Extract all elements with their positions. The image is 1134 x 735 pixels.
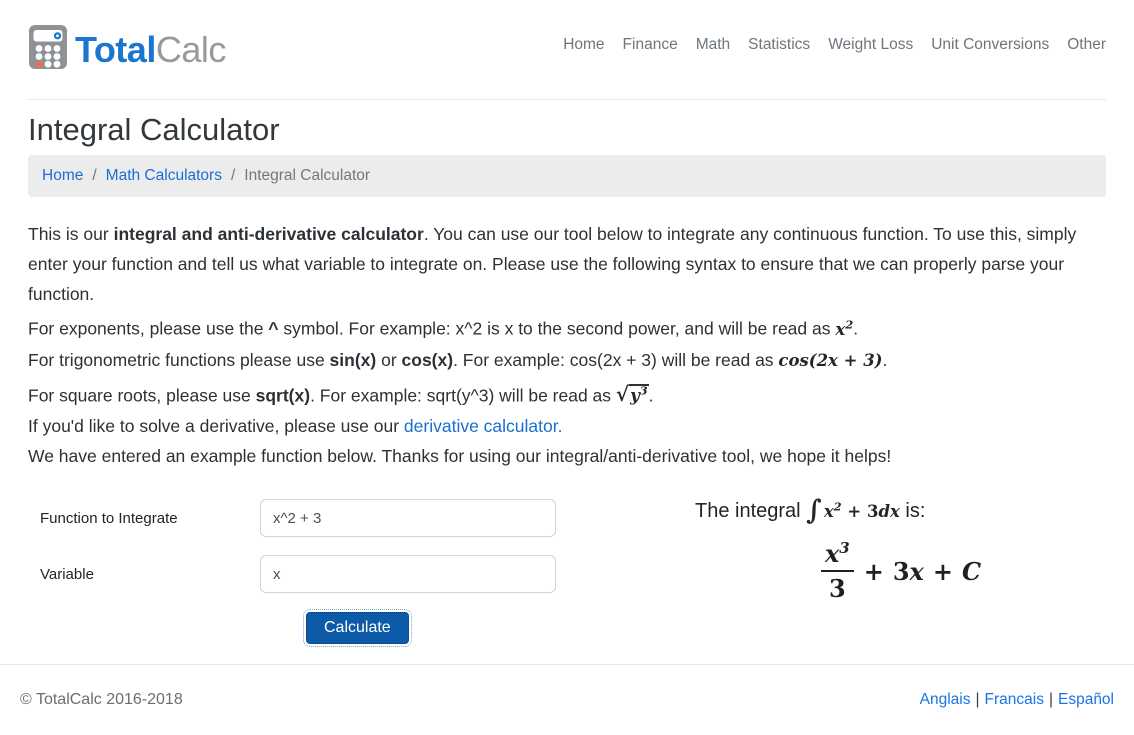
syntax-text: . — [853, 318, 859, 339]
instructions — [28, 219, 1106, 471]
copyright: © TotalCalc 2016-2018 — [20, 691, 183, 708]
nav-item-statistics[interactable]: Statistics — [748, 35, 811, 53]
calculator-icon — [28, 24, 68, 75]
function-input[interactable] — [260, 499, 556, 537]
term-3x: 3x — [892, 556, 924, 586]
sin-keyword: sin(x) — [329, 349, 377, 370]
function-row — [28, 499, 588, 537]
intro-bold: integral and anti-derivative calculator — [113, 224, 424, 244]
result-heading-text: is: — [899, 500, 926, 522]
derivative-note-text: If you'd like to solve a derivative, please use our — [28, 416, 404, 436]
breadcrumb — [28, 155, 1106, 197]
breadcrumb-separator: / — [92, 167, 97, 184]
language-link-espanol[interactable]: Español — [1057, 691, 1114, 708]
example-note: We have entered an example function below. Thanks for using our integral/anti-derivative tool, we hope it helps! — [28, 446, 892, 466]
language-links — [920, 691, 1114, 709]
nav-item-other[interactable]: Other — [1067, 35, 1106, 53]
result-panel — [695, 495, 1106, 603]
nav-item-weight-loss[interactable]: Weight Loss — [828, 35, 914, 53]
cos-keyword: cos(x) — [401, 349, 454, 370]
main-nav — [563, 36, 1106, 54]
variable-label: Variable — [40, 565, 94, 583]
nav-item-finance[interactable]: Finance — [622, 35, 678, 53]
function-label: Function to Integrate — [40, 509, 178, 527]
site-header — [28, 0, 1106, 100]
math-sqrt-expression: $√y^3$ — [615, 382, 648, 406]
logo[interactable] — [28, 24, 226, 75]
syntax-text: For exponents, please use the — [28, 318, 269, 339]
intro-text: This is our — [28, 224, 114, 244]
integral-sign: ∫ — [806, 495, 822, 526]
constant-c: C — [961, 556, 982, 586]
language-separator: | — [1048, 691, 1053, 708]
button-row — [28, 612, 588, 644]
caret-symbol: ^ — [268, 318, 279, 339]
syntax-text: symbol. For example: x^2 is x to the second power, and will be read as — [278, 318, 836, 339]
syntax-text: or — [376, 349, 402, 370]
syntax-trig-line — [28, 345, 1106, 376]
calculator-section — [28, 495, 1106, 644]
nav-item-math[interactable]: Math — [695, 35, 731, 53]
logo-part-total: Total — [75, 28, 156, 70]
intro-text: . You can use our tool below to integrate any continuous function. To use this, simply enter your function and tell us what variable to integrate on. Please use the following syntax to ensure that we can properly parse your function. — [28, 224, 1077, 304]
syntax-text: . — [882, 349, 888, 370]
logo-part-calc: Calc — [155, 28, 226, 70]
site-footer — [0, 664, 1134, 709]
syntax-text: For square roots, please use — [28, 385, 256, 405]
breadcrumb-home-link[interactable]: Home — [42, 167, 84, 184]
math-x-squared: $x^2$ — [835, 317, 854, 339]
syntax-text: . — [648, 385, 654, 405]
fraction-denominator: 3 — [821, 570, 854, 603]
result-formula — [695, 539, 1106, 603]
math-integral-expression: ∫ $x^2 + 3dx$ — [806, 495, 900, 526]
sqrt-keyword: sqrt(x) — [255, 385, 311, 405]
language-link-anglais[interactable]: Anglais — [919, 691, 971, 708]
logo-text — [75, 29, 226, 71]
nav-item-home[interactable]: Home — [563, 35, 605, 53]
language-separator: | — [975, 691, 980, 708]
math-cos-expression: cos(2x + 3) — [778, 350, 883, 370]
plus-sign: + — [863, 556, 884, 586]
fraction-numerator: $x^3$ — [824, 539, 850, 568]
breadcrumb-math-calculators-link[interactable]: Math Calculators — [105, 167, 222, 184]
syntax-text: For trigonometric functions please use — [28, 349, 330, 370]
page-title: Integral Calculator — [28, 112, 280, 147]
result-heading-text: The integral — [695, 500, 807, 522]
breadcrumb-current: Integral Calculator — [244, 167, 371, 184]
syntax-sqrt-line — [28, 376, 1106, 412]
variable-input[interactable] — [260, 555, 556, 593]
derivative-calculator-link[interactable]: derivative calculator. — [403, 416, 563, 436]
language-link-francais[interactable]: Francais — [984, 691, 1044, 708]
plus-sign: + — [932, 556, 953, 586]
result-heading — [695, 495, 1106, 526]
syntax-text: . For example: sqrt(y^3) will be read as — [310, 385, 616, 405]
syntax-text: . For example: cos(2x + 3) will be read as — [453, 349, 779, 370]
nav-item-unit-conversions[interactable]: Unit Conversions — [931, 35, 1050, 53]
derivative-note — [28, 411, 1106, 441]
syntax-exponents-line — [28, 309, 1106, 345]
calculator-form — [28, 499, 588, 644]
calculate-button[interactable]: Calculate — [306, 612, 409, 644]
intro-paragraph — [28, 219, 1106, 309]
fraction — [820, 539, 855, 603]
variable-row — [28, 555, 588, 593]
breadcrumb-separator: / — [230, 167, 236, 184]
